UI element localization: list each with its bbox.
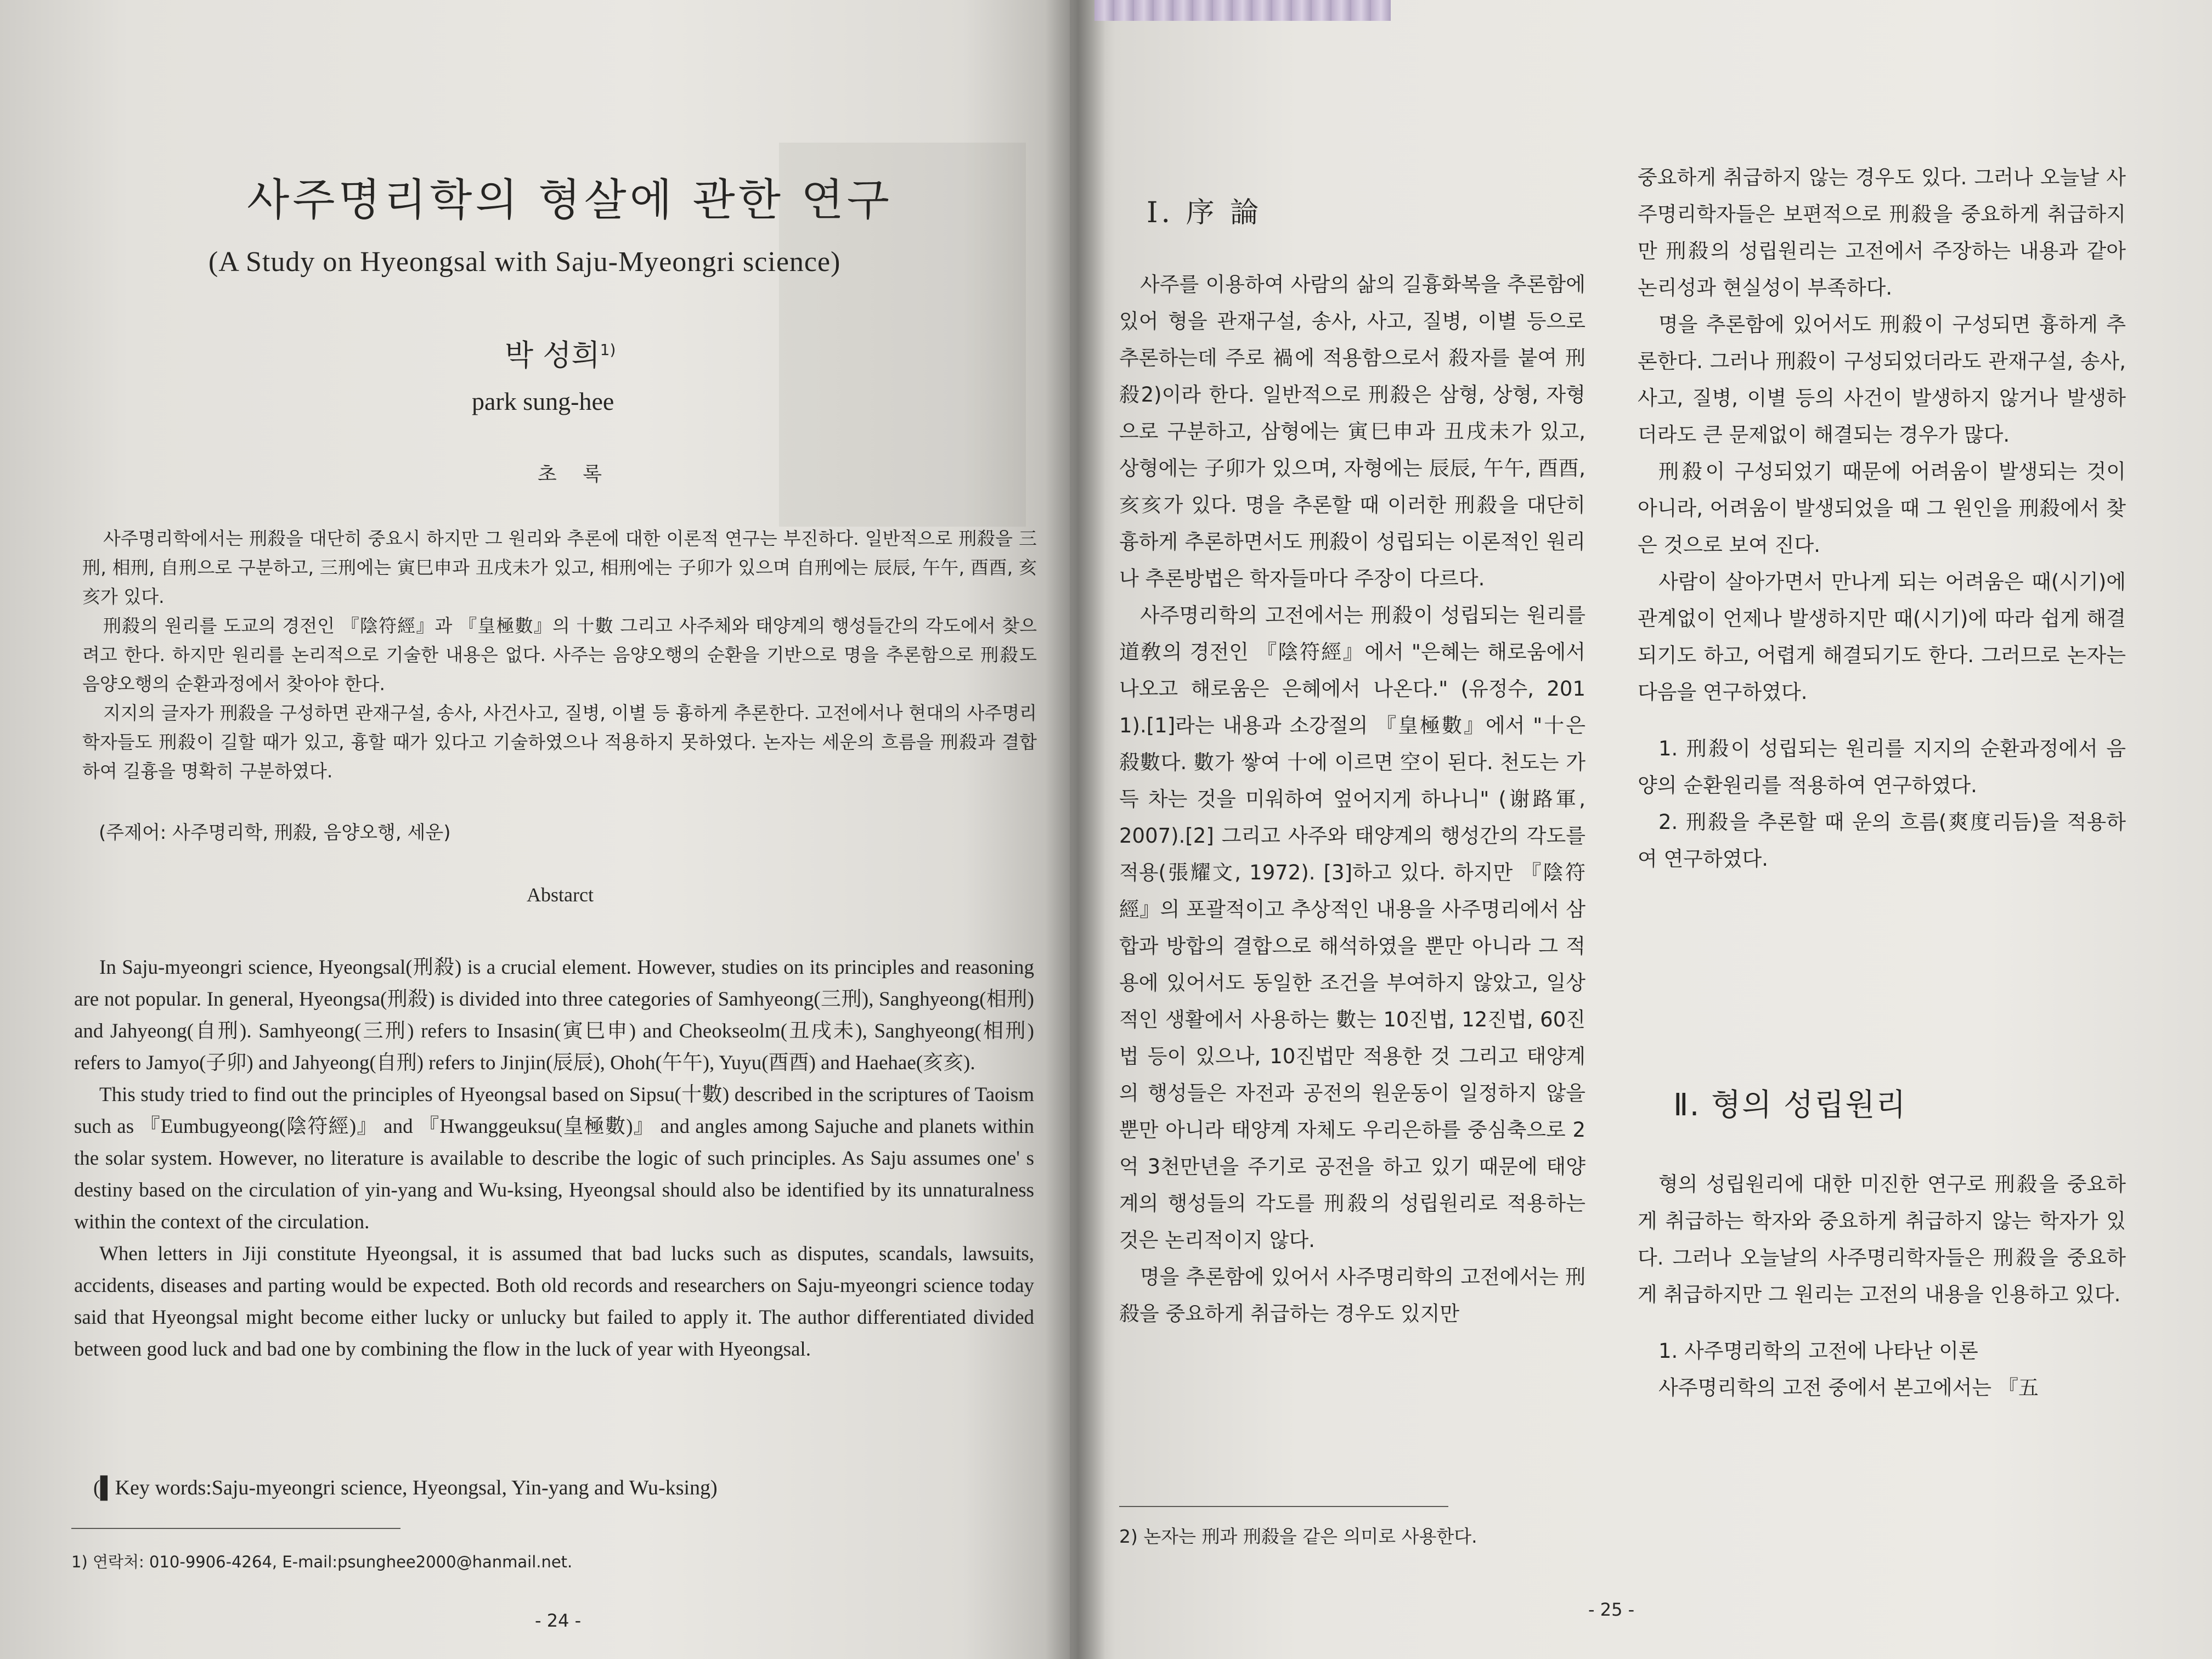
abstract-korean [82,524,1037,786]
column-right [1638,159,2126,877]
abstract-kr-paragraph: 刑殺의 원리를 도교의 경전인 『陰符經』과 『皇極數』의 十數 그리고 사주체와 태양계의 행성들간의 각도에서 찾으려고 한다. 하지만 원리를 논리적으로 기술한 내용은 없다. 사주는 음양오행의 순환을 기반으로 명을 추론함으로 刑殺도 음양오행의 순환과정에서 찾아야 한다. [82,615,1037,695]
author-english: park sung-hee [472,387,614,415]
section-2-heading: Ⅱ. 형의 성립원리 [1673,1087,1907,1123]
body-paragraph: 형의 성립원리에 대한 미진한 연구로 刑殺을 중요하게 취급하는 학자와 중요하게 취급하지 않는 학자가 있다. 그러나 오늘날의 사주명리학자들은 刑殺을 중요하게 취급하지만 그 원리는 고전의 내용을 인용하고 있다. [1638,1172,2126,1306]
keywords-korean: (주제어: 사주명리학, 刑殺, 음양오행, 세운) [99,822,451,844]
section-1-heading: Ⅰ. 序 論 [1147,196,1262,229]
body-paragraph: 사주명리학의 고전 중에서 본고에서는 『五 [1658,1376,2039,1400]
author-korean [505,332,616,374]
left-page [0,0,1070,1659]
subsection-heading: 1. 사주명리학의 고전에 나타난 이론 [1658,1339,1978,1363]
abstract-en-paragraph: This study tried to find out the principles of Hyeongsal based on Sipsu(十數) described in the scriptures of Taoism such as 『Eumbugyeong(陰符經)』 and 『Hwanggeuksu(皇極數)』 and angles among Sajuche and planets within the solar system. However, no literature is available to describe the logic of such principles. As Saju assumes one' s destiny based on the circulation of yin-yang and Wu-ksing, Hyeongsal should also be identified by its unnaturalness within the context of the circulation. [74,1084,1034,1233]
spacer [1638,1313,2126,1333]
paper-subtitle: (A Study on Hyeongsal with Saju-Myeongri science) [208,246,841,278]
page-number-right: - 25 - [1588,1599,1635,1620]
abstract-english [74,952,1034,1365]
body-paragraph: 刑殺이 구성되었기 때문에 어려움이 발생되는 것이 아니라, 어려움이 발생되었을 때 그 원인을 刑殺에서 찾은 것으로 보여 진다. [1638,460,2126,557]
abstract-en-paragraph: In Saju-myeongri science, Hyeongsal(刑殺) is a crucial element. However, studies on its principles and reasoning are not popular. In general, Hyeongsa(刑殺) is divided into three categories of Samhyeong(三刑), Sanghyeong(相刑) and Jahyeong(自刑). Samhyeong(三刑) refers to Insasin(寅巳申) and Cheokseolm(丑戌未), Sanghyeong(相刑) refers to Jamyo(子卯) and Jahyeong(自刑) refers to Jinjin(辰辰), Ohoh(午午), Yuyu(酉酉) and Haehae(亥亥). [74,956,1034,1074]
keywords-english: (▌Key words:Saju-myeongri science, Hyeongsal, Yin-yang and Wu-ksing) [93,1476,718,1499]
body-paragraph: 사주를 이용하여 사람의 삶의 길흉화복을 추론함에 있어 형을 관재구설, 송사, 사고, 질병, 이별 등으로 추론하는데 주로 禍에 적용함으로서 殺자를 붙여 刑殺2)이라 한다. 일반적으로 刑殺은 삼형, 상형, 자형으로 구분하고, 삼형에는 寅巳申과 丑戌未가 있고, 상형에는 子卯가 있으며, 자형에는 辰辰, 午午, 酉酉, 亥亥가 있다. 명을 추론할 때 이러한 刑殺을 대단히 흉하게 추론하면서도 刑殺이 성립되는 이론적인 원리나 추론방법은 학자들마다 주장이 다르다. [1119,273,1585,590]
footnote-divider [1119,1506,1448,1507]
author-footnote-marker: 1) [600,341,616,359]
body-paragraph: 사람이 살아가면서 만나게 되는 어려움은 때(시기)에 관계없이 언제나 발생하지만 때(시기)에 따라 쉽게 해결되기도 하고, 어렵게 해결되기도 한다. 그러므로 논자는 다음을 연구하였다. [1638,570,2126,704]
body-paragraph: 중요하게 취급하지 않는 경우도 있다. 그러나 오늘날 사주명리학자들은 보편적으로 刑殺을 중요하게 취급하지만 刑殺의 성립원리는 고전에서 주장하는 내용과 같아 논리성과 현실성이 부족하다. [1638,166,2126,300]
spacer [1638,710,2126,730]
research-item: 1. 刑殺이 성립되는 원리를 지지의 순환과정에서 음양의 순환원리를 적용하여 연구하였다. [1638,737,2126,797]
research-item: 2. 刑殺을 추론할 때 운의 흐름(爽度리듬)을 적용하여 연구하였다. [1638,810,2126,871]
abstract-kr-paragraph: 지지의 글자가 刑殺을 구성하면 관재구설, 송사, 사건사고, 질병, 이별 등 흉하게 추론한다. 고전에서나 현대의 사주명리학자들도 刑殺이 길할 때가 있고, 흉할 때가 있다고 기술하였으나 적용하지 못하였다. 논자는 세운의 흐름을 刑殺과 결합하여 길흉을 명확히 구분하였다. [82,702,1037,782]
body-paragraph: 명을 추론함에 있어서 사주명리학의 고전에서는 刑殺을 중요하게 취급하는 경우도 있지만 [1119,1265,1585,1325]
body-paragraph: 명을 추론함에 있어서도 刑殺이 구성되면 흉하게 추론한다. 그러나 刑殺이 구성되었더라도 관재구설, 송사, 사고, 질병, 이별 등의 사건이 발생하지 않거나 발생하더라도 큰 문제없이 해결되는 경우가 많다. [1638,313,2126,447]
footnote-2: 2) 논자는 刑과 刑殺을 같은 의미로 사용한다. [1119,1526,1477,1547]
section-2-body [1638,1166,2126,1406]
page-number-left: - 24 - [535,1610,582,1631]
footnote-contact: 1) 연락처: 010-9906-4264, E-mail:psunghee2000@hanmail.net. [71,1553,573,1571]
column-left [1119,266,1585,1332]
author-korean-name: 박 성희 [505,338,600,373]
abstract-en-heading: Abstarct [527,884,594,906]
abstract-kr-heading: 초 록 [538,463,612,486]
background-fabric [1094,0,1391,21]
book-spine [1045,0,1105,1659]
body-paragraph: 사주명리학의 고전에서는 刑殺이 성립되는 원리를 道敎의 경전인 『陰符經』에서 "은혜는 해로움에서 나오고 해로움은 은혜에서 나온다." (유정수, 201 1).[1]라는 내용과 소강절의 『皇極數』에서 "十은 殺數다. 數가 쌓여 十에 이르면 空이 된다. 천도는 가득 차는 것을 미워하여 엎어지게 하나니" (谢路軍, 2007).[2] 그리고 사주와 태양계의 행성간의 각도를 적용(張耀文, 1972). [3]하고 있다. 하지만 『陰符經』의 포괄적이고 추상적인 내용을 사주명리에서 삼합과 방합의 결합으로 해석하였을 뿐만 아니라 그 적용에 있어서도 동일한 조건을 부여하지 않았고, 일상적인 생활에서 사용하는 數는 10진법, 12진법, 60진법 등이 있으나, 10진법만 적용한 것 그리고 태양계의 행성들은 자전과 공전의 원운동이 일정하지 않을 뿐만 아니라 태양계 자체도 우리은하를 중심축으로 2억 3천만년을 주기로 공전을 하고 있기 때문에 태양계의 행성들의 각도를 刑殺의 성립원리로 적용하는 것은 논리적이지 않다. [1119,603,1585,1252]
footnote-divider [71,1528,400,1529]
abstract-en-paragraph: When letters in Jiji constitute Hyeongsal, it is assumed that bad lucks such as disputes, scandals, lawsuits, accidents, diseases and parting would be expected. Both old records and researchers on Saju-myeongri science today said that Hyeongsal might become either lucky or unlucky but failed to apply it. The author differentiated divided between good luck and bad one by combining the flow in the luck of year with Hyeongsal. [74,1243,1034,1361]
abstract-kr-paragraph: 사주명리학에서는 刑殺을 대단히 중요시 하지만 그 원리와 추론에 대한 이론적 연구는 부진하다. 일반적으로 刑殺을 三刑, 相刑, 自刑으로 구분하고, 三刑에는 寅巳申과 丑戌未가 있고, 相刑에는 子卯가 있으며 自刑에는 辰辰, 午午, 酉酉, 亥亥가 있다. [82,528,1037,607]
paper-title: 사주명리학의 형살에 관한 연구 [247,174,893,225]
